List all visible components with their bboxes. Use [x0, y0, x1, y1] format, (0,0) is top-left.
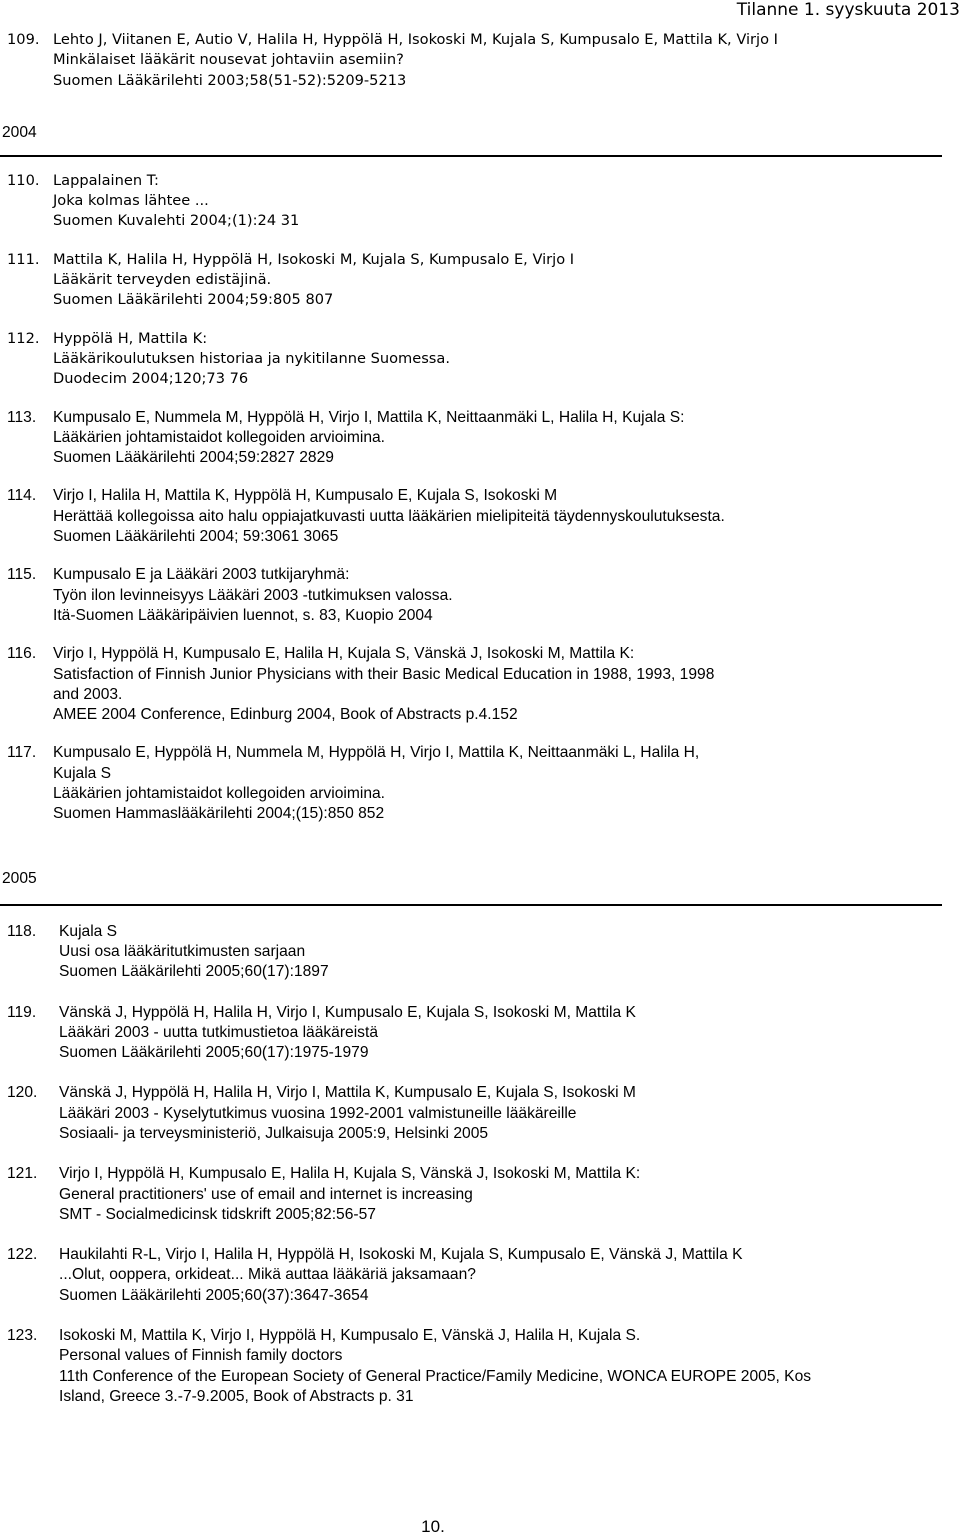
reference-text: [59, 1003, 960, 1064]
reference-authors: Kumpusalo E, Nummela M, Hyppölä H, Virjo I, Mattila K, Neittaanmäki L, Halila H, Kujala S:: [53, 408, 685, 426]
reference-source: Sosiaali- ja terveysministeriö, Julkaisuja 2005:9, Helsinki 2005: [59, 1124, 489, 1142]
reference-title: Lääkäri 2003 - Kyselytutkimus vuosina 1992-2001 valmistuneille lääkäreille: [59, 1104, 577, 1122]
reference-title: Satisfaction of Finnish Junior Physicians with their Basic Medical Education in 1988, 1993, 1998: [53, 665, 715, 683]
reference-title: ...Olut, ooppera, orkideat... Mikä auttaa lääkäriä jaksamaan?: [59, 1266, 476, 1284]
reference-title: Herättää kollegoissa aito halu oppiajatkuvasti uutta lääkärien mielipiteitä täydennyskoulutuksesta.: [53, 507, 725, 525]
reference-text: [59, 1083, 960, 1144]
reference-title: Minkälaiset lääkärit nousevat johtaviin asemiin?: [53, 51, 404, 69]
reference-source: Suomen Lääkärilehti 2004; 59:3061 3065: [53, 528, 339, 546]
section-divider: [0, 904, 942, 906]
reference-number: 113.: [7, 408, 37, 426]
reference-entry: [0, 486, 960, 547]
reference-text: [53, 250, 960, 311]
document-status-date: Tilanne 1. syyskuuta 2013: [736, 0, 960, 20]
reference-title: Lääkärit terveyden edistäjinä.: [53, 271, 272, 289]
reference-entry: [0, 171, 960, 232]
reference-entry: [0, 565, 960, 626]
reference-number: 116.: [7, 645, 37, 663]
reference-title: Lääkärien johtamistaidot kollegoiden arvioimina.: [53, 428, 385, 446]
reference-title: Työn ilon levinneisyys Lääkäri 2003 -tutkimuksen valossa.: [53, 586, 453, 604]
reference-source: Suomen Kuvalehti 2004;(1):24 31: [53, 212, 300, 230]
reference-text: [59, 1326, 960, 1407]
reference-entry: [0, 1083, 960, 1144]
reference-authors: Vänskä J, Hyppölä H, Halila H, Virjo I, Kumpusalo E, Kujala S, Isokoski M, Mattila K: [59, 1003, 636, 1021]
reference-number: 118.: [7, 922, 37, 940]
reference-source: Suomen Lääkärilehti 2005;60(17):1975-1979: [59, 1044, 369, 1062]
reference-text: [53, 30, 960, 91]
reference-text: [53, 743, 960, 824]
reference-authors: Vänskä J, Hyppölä H, Halila H, Virjo I, Mattila K, Kumpusalo E, Kujala S, Isokoski M: [59, 1084, 636, 1102]
reference-entry: [0, 1245, 960, 1306]
reference-source: Suomen Lääkärilehti 2004;59:805 807: [53, 291, 334, 309]
reference-entry: [0, 329, 960, 390]
reference-authors: Kumpusalo E ja Lääkäri 2003 tutkijaryhmä:: [53, 566, 350, 584]
reference-title: Lääkärikoulutuksen historiaa ja nykitilanne Suomessa.: [53, 349, 450, 367]
reference-source-continued: Island, Greece 3.-7-9.2005, Book of Abstracts p. 31: [59, 1387, 414, 1405]
reference-text: [53, 171, 960, 232]
reference-authors: Lehto J, Viitanen E, Autio V, Halila H, Hyppölä H, Isokoski M, Kujala S, Kumpusalo E, Mattila K, Virjo I: [53, 31, 778, 48]
reference-text: [53, 644, 960, 725]
reference-number: 114.: [7, 487, 37, 505]
year-heading: 2004: [2, 123, 37, 141]
reference-entry: [0, 922, 960, 983]
reference-entry: [0, 1164, 960, 1225]
reference-entry: [0, 30, 960, 91]
reference-authors: Virjo I, Hyppölä H, Kumpusalo E, Halila H, Kujala S, Vänskä J, Isokoski M, Mattila K:: [53, 645, 635, 663]
reference-number: 119.: [7, 1003, 37, 1021]
reference-list: [0, 30, 960, 1407]
year-heading: 2005: [2, 869, 37, 887]
reference-number: 121.: [7, 1165, 38, 1183]
reference-number: 122.: [7, 1246, 38, 1264]
reference-entry: [0, 408, 960, 469]
reference-text: [59, 1245, 960, 1306]
reference-entry: [0, 250, 960, 311]
reference-number: 111.: [7, 250, 40, 268]
section-divider: [0, 155, 942, 157]
reference-title: Lääkärien johtamistaidot kollegoiden arvioimina.: [53, 785, 385, 803]
reference-number: 117.: [7, 744, 37, 762]
reference-title: Personal values of Finnish family doctors: [59, 1347, 343, 1365]
reference-authors: Kujala S: [59, 922, 118, 940]
reference-source: Itä-Suomen Lääkäripäivien luennot, s. 83, Kuopio 2004: [53, 606, 433, 624]
reference-entry: [0, 1326, 960, 1407]
reference-title-continued: and 2003.: [53, 685, 123, 703]
reference-source: Suomen Lääkärilehti 2004;59:2827 2829: [53, 449, 334, 467]
reference-source: Suomen Lääkärilehti 2003;58(51-52):5209-5213: [53, 71, 407, 89]
reference-source: 11th Conference of the European Society of General Practice/Family Medicine, WONCA EUROPE 2005, Kos: [59, 1367, 812, 1385]
reference-authors: Isokoski M, Mattila K, Virjo I, Hyppölä H, Kumpusalo E, Vänskä J, Halila H, Kujala S.: [59, 1327, 641, 1345]
reference-source: Suomen Hammaslääkärilehti 2004;(15):850 852: [53, 805, 385, 823]
reference-entry: [0, 1003, 960, 1064]
reference-text: [53, 565, 960, 626]
reference-authors: Haukilahti R-L, Virjo I, Halila H, Hyppölä H, Isokoski M, Kujala S, Kumpusalo E, Vänskä J, Mattila K: [59, 1246, 743, 1264]
reference-source: Suomen Lääkärilehti 2005;60(17):1897: [59, 963, 329, 981]
reference-text: [53, 408, 960, 469]
reference-source: Duodecim 2004;120;73 76: [53, 370, 249, 388]
reference-text: [53, 329, 960, 390]
reference-text: [59, 1164, 960, 1225]
reference-title: Joka kolmas lähtee ...: [53, 192, 209, 210]
reference-number: 112.: [7, 329, 40, 347]
reference-source: SMT - Socialmedicinsk tidskrift 2005;82:56-57: [59, 1205, 376, 1223]
reference-text: [59, 922, 960, 983]
page-number: 10.: [421, 1517, 445, 1536]
reference-number: 120.: [7, 1084, 38, 1102]
reference-authors: Mattila K, Halila H, Hyppölä H, Isokoski M, Kujala S, Kumpusalo E, Virjo I: [53, 250, 575, 268]
reference-number: 109.: [7, 31, 40, 48]
reference-number: 123.: [7, 1327, 38, 1345]
reference-entry: [0, 644, 960, 725]
reference-title: Uusi osa lääkäritutkimusten sarjaan: [59, 942, 306, 960]
reference-authors: Lappalainen T:: [53, 171, 159, 189]
reference-authors: Virjo I, Halila H, Mattila K, Hyppölä H, Kumpusalo E, Kujala S, Isokoski M: [53, 487, 558, 505]
reference-number: 110.: [7, 171, 40, 189]
reference-source: Suomen Lääkärilehti 2005;60(37):3647-3654: [59, 1286, 369, 1304]
reference-entry: [0, 743, 960, 824]
reference-title: General practitioners' use of email and internet is increasing: [59, 1185, 473, 1203]
reference-text: [53, 486, 960, 547]
reference-authors: Virjo I, Hyppölä H, Kumpusalo E, Halila H, Kujala S, Vänskä J, Isokoski M, Mattila K:: [59, 1165, 641, 1183]
reference-authors: Hyppölä H, Mattila K:: [53, 329, 208, 347]
reference-title: Lääkäri 2003 - uutta tutkimustietoa lääkäreistä: [59, 1023, 378, 1041]
reference-source: AMEE 2004 Conference, Edinburg 2004, Book of Abstracts p.4.152: [53, 706, 518, 724]
reference-number: 115.: [7, 566, 37, 584]
reference-authors-continued: Kujala S: [53, 764, 112, 782]
reference-authors: Kumpusalo E, Hyppölä H, Nummela M, Hyppölä H, Virjo I, Mattila K, Neittaanmäki L, Halila H,: [53, 744, 700, 762]
